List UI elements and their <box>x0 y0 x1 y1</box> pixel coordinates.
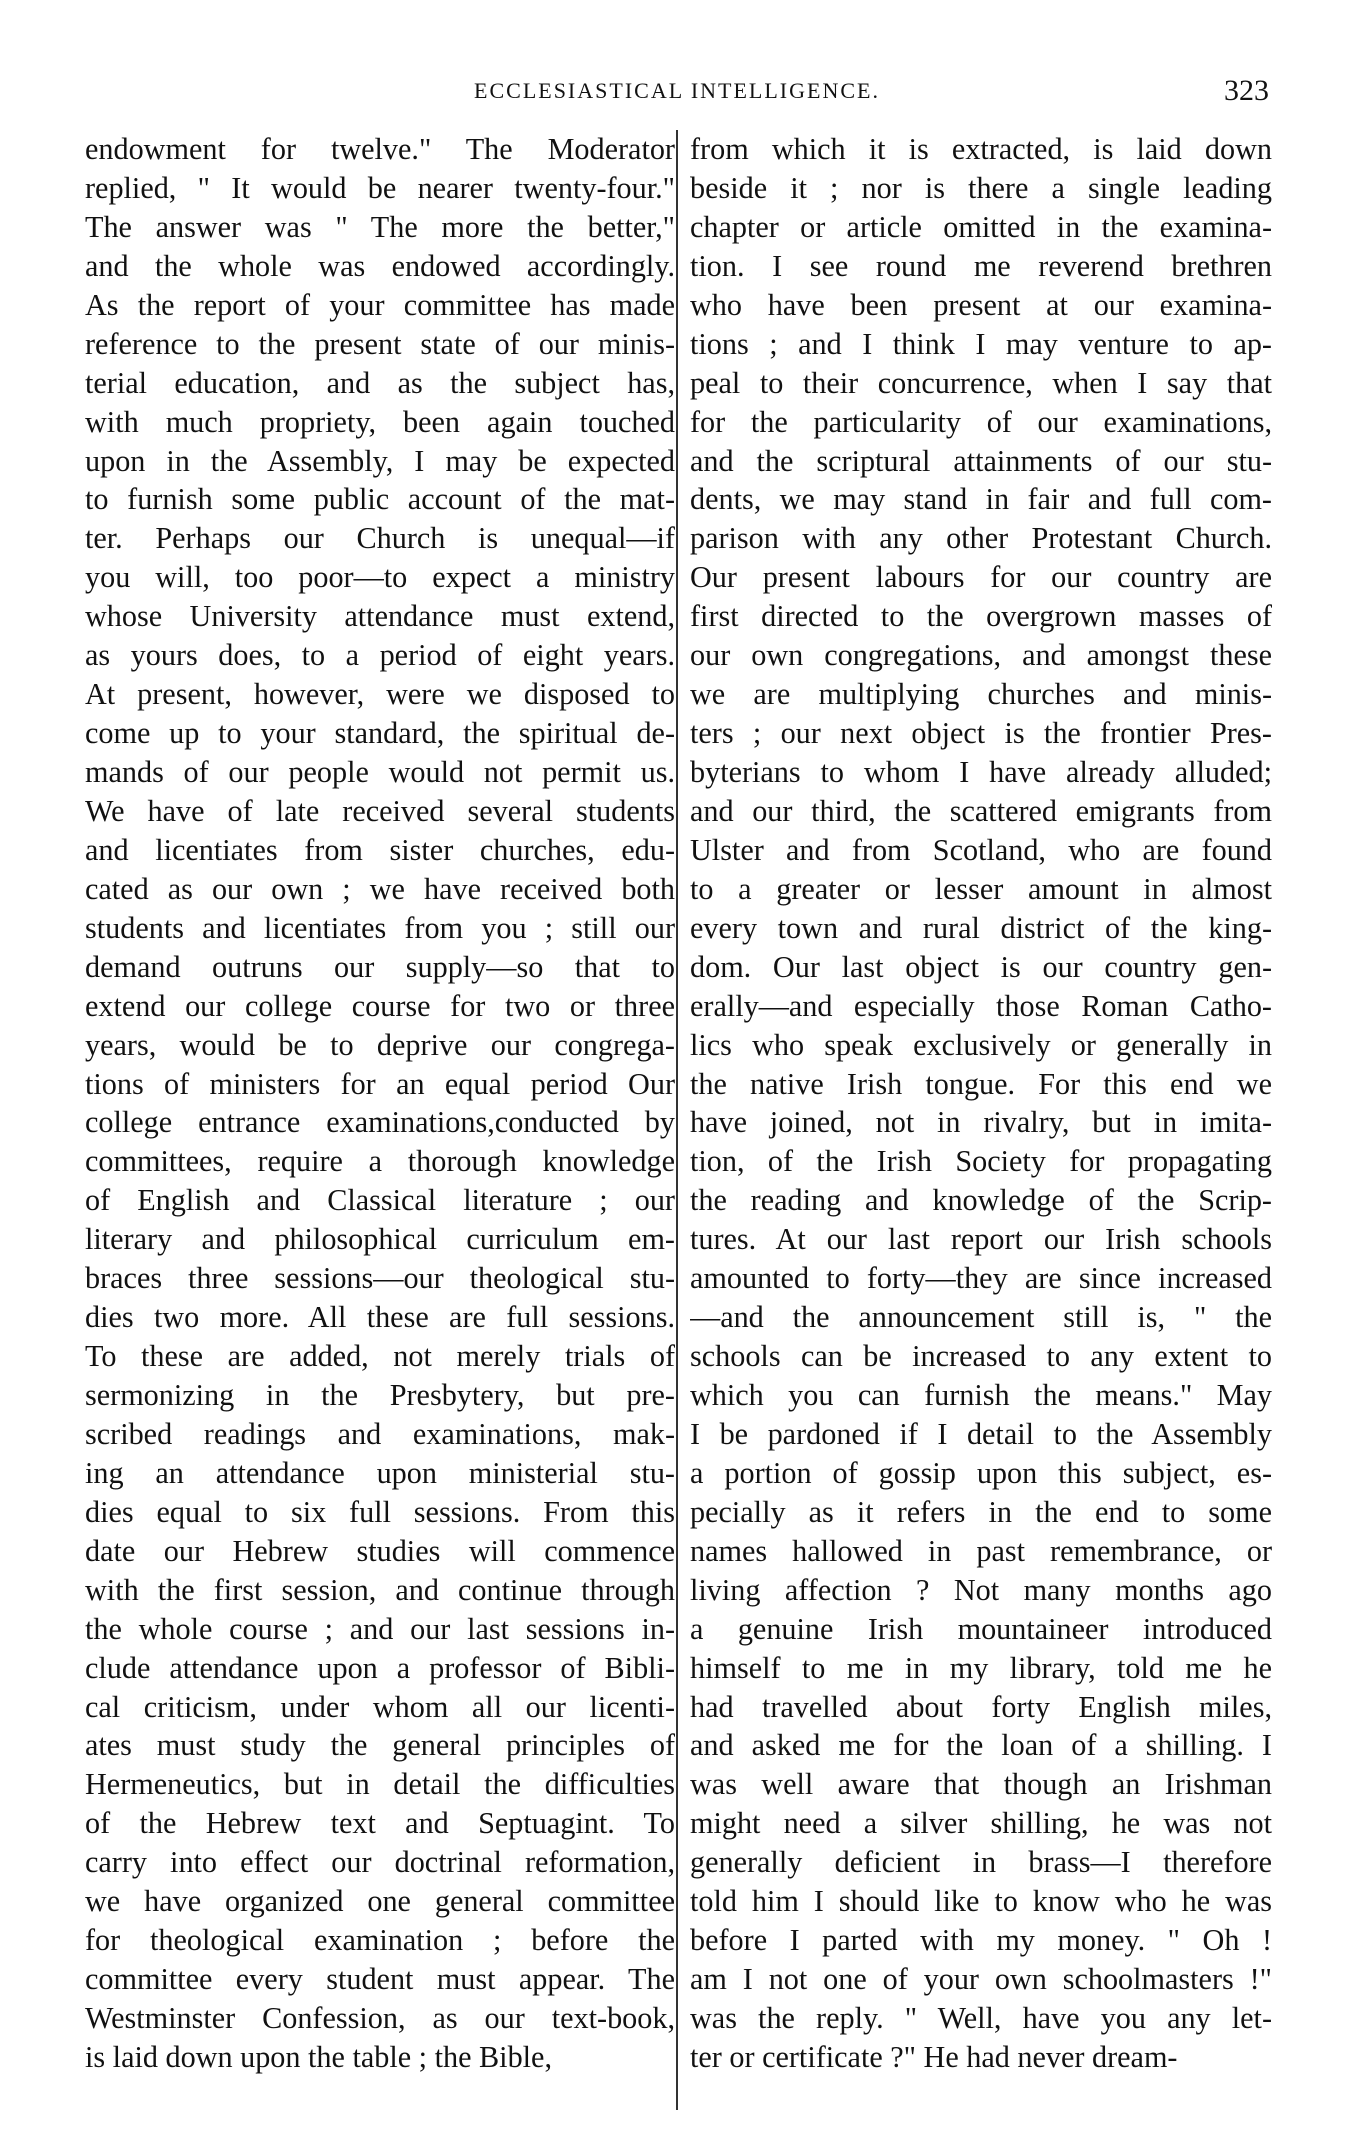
text-line: sermonizing in the Presbytery, but pre- <box>85 1378 675 1412</box>
text-line: dents, we may stand in fair and full com- <box>690 482 1272 517</box>
text-line: our own congregations, and amongst these <box>690 638 1272 673</box>
text-line: Westminster Confession, as our text-book, <box>85 2001 675 2035</box>
text-line: we have organized one general committee <box>85 1884 675 1919</box>
text-line: and the whole was endowed accordingly. <box>85 248 675 283</box>
text-line: ates must study the general principles of <box>85 1728 675 1763</box>
text-line: peal to their concurrence, when I say that <box>690 365 1272 400</box>
text-line: parison with any other Protestant Church. <box>690 521 1272 556</box>
text-line: tures. At our last report our Irish schools <box>690 1222 1272 1257</box>
text-line: date our Hebrew studies will commence <box>85 1533 675 1568</box>
text-line: we are multiplying churches and minis- <box>690 677 1272 712</box>
text-line: generally deficient in brass—I therefore <box>690 1845 1272 1880</box>
text-line: erally—and especially those Roman Catho- <box>690 988 1272 1023</box>
text-line: —and the announcement still is, " the <box>690 1300 1272 1335</box>
text-line: upon in the Assembly, I may be expected <box>85 443 675 478</box>
text-line: demand outruns our supply—so that to <box>85 949 675 984</box>
text-line: names hallowed in past remembrance, or <box>690 1533 1272 1568</box>
text-line: first directed to the overgrown masses of <box>690 599 1272 634</box>
text-line: The answer was " The more the better," <box>85 209 675 244</box>
text-line: come up to your standard, the spiritual de- <box>85 716 675 751</box>
text-line: ters ; our next object is the frontier Pres- <box>690 716 1272 751</box>
text-line: for theological examination ; before the <box>85 1923 675 1958</box>
text-line: cated as our own ; we have received both <box>85 871 675 906</box>
text-line: might need a silver shilling, he was not <box>690 1806 1272 1841</box>
text-line: with much propriety, been again touched <box>85 404 675 439</box>
text-line: ter or certificate ?" He had never dream- <box>690 2039 1178 2074</box>
text-line: tions ; and I think I may venture to ap- <box>690 326 1272 361</box>
text-line: was the reply. " Well, have you any let- <box>690 2001 1272 2035</box>
page-header <box>0 74 1354 118</box>
text-line: tion, of the Irish Society for propagating <box>690 1144 1272 1179</box>
text-line: every town and rural district of the king- <box>690 910 1272 945</box>
text-line: the whole course ; and our last sessions in- <box>85 1611 675 1646</box>
text-line: who have been present at our examina- <box>690 287 1272 322</box>
text-line: beside it ; nor is there a single leading <box>690 170 1272 205</box>
text-line: with the first session, and continue through <box>85 1572 675 1607</box>
text-line: college entrance examinations,conducted by <box>85 1105 675 1140</box>
text-line: terial education, and as the subject has, <box>85 365 675 400</box>
text-line: am I not one of your own schoolmasters !" <box>690 1962 1272 1997</box>
text-line: dies equal to six full sessions. From this <box>85 1494 675 1529</box>
text-line: living affection ? Not many months ago <box>690 1572 1272 1607</box>
text-line: extend our college course for two or three <box>85 988 675 1023</box>
running-head: ECCLESIASTICAL INTELLIGENCE. <box>474 78 880 103</box>
text-line: cal criticism, under whom all our licenti- <box>85 1689 675 1724</box>
text-line: As the report of your committee has made <box>85 287 675 322</box>
text-line: At present, however, were we disposed to <box>85 677 675 712</box>
text-line: reference to the present state of our minis- <box>85 326 675 361</box>
page-number: 323 <box>1224 74 1269 107</box>
text-line: students and licentiates from you ; still our <box>85 910 675 945</box>
text-line: tions of ministers for an equal period Our <box>85 1066 675 1101</box>
text-line: to furnish some public account of the mat- <box>85 482 675 517</box>
text-line: To these are added, not merely trials of <box>85 1339 675 1374</box>
text-line: amounted to forty—they are since increased <box>690 1261 1272 1296</box>
text-line: literary and philosophical curriculum em- <box>85 1222 675 1257</box>
text-line: years, would be to deprive our congrega- <box>85 1027 675 1062</box>
text-line: the reading and knowledge of the Scrip- <box>690 1183 1272 1218</box>
text-line: replied, " It would be nearer twenty-four." <box>85 170 675 205</box>
text-line: endowment for twelve." The Moderator <box>85 132 675 166</box>
text-line: was well aware that though an Irishman <box>690 1767 1272 1802</box>
text-line: ing an attendance upon ministerial stu- <box>85 1455 675 1490</box>
text-line: clude attendance upon a professor of Bibli- <box>85 1650 675 1685</box>
text-line: which you can furnish the means." May <box>690 1378 1272 1412</box>
text-line: committee every student must appear. The <box>85 1962 675 1997</box>
text-line: carry into effect our doctrinal reformation, <box>85 1845 675 1880</box>
text-line: a genuine Irish mountaineer introduced <box>690 1611 1272 1646</box>
text-line: is laid down upon the table ; the Bible, <box>85 2039 552 2074</box>
text-line: schools can be increased to any extent to <box>690 1339 1272 1374</box>
text-line: chapter or article omitted in the examina- <box>690 209 1272 244</box>
text-line: himself to me in my library, told me he <box>690 1650 1272 1685</box>
right-text-column <box>690 130 1272 2077</box>
text-line: byterians to whom I have already alluded; <box>690 755 1272 789</box>
text-line: Hermeneutics, but in detail the difficulties <box>85 1767 675 1802</box>
text-line: scribed readings and examinations, mak- <box>85 1416 675 1451</box>
text-line: braces three sessions—our theological stu- <box>85 1261 675 1296</box>
text-line: tion. I see round me reverend brethren <box>690 248 1272 283</box>
text-line: have joined, not in rivalry, but in imita- <box>690 1105 1272 1140</box>
text-line: I be pardoned if I detail to the Assembly <box>690 1416 1272 1451</box>
text-line: and the scriptural attainments of our stu- <box>690 443 1272 478</box>
text-line: from which it is extracted, is laid down <box>690 132 1272 166</box>
text-line: before I parted with my money. " Oh ! <box>690 1923 1272 1958</box>
text-line: Our present labours for our country are <box>690 560 1272 595</box>
left-text-column <box>85 130 675 2077</box>
text-line: the native Irish tongue. For this end we <box>690 1066 1272 1101</box>
text-line: you will, too poor—to expect a ministry <box>85 560 675 595</box>
text-line: told him I should like to know who he was <box>690 1884 1272 1919</box>
text-line: for the particularity of our examinations, <box>690 404 1272 439</box>
column-divider <box>676 130 678 2110</box>
text-line: Ulster and from Scotland, who are found <box>690 832 1272 867</box>
text-line: had travelled about forty English miles, <box>690 1689 1272 1724</box>
text-line: We have of late received several students <box>85 793 675 828</box>
text-line: and our third, the scattered emigrants from <box>690 793 1272 828</box>
text-line: as yours does, to a period of eight years. <box>85 638 675 673</box>
text-line: lics who speak exclusively or generally in <box>690 1027 1272 1062</box>
text-line: and licentiates from sister churches, edu- <box>85 832 675 867</box>
text-line: committees, require a thorough knowledge <box>85 1144 675 1179</box>
text-line: ter. Perhaps our Church is unequal—if <box>85 521 675 556</box>
text-line: mands of our people would not permit us. <box>85 755 675 789</box>
text-line: a portion of gossip upon this subject, es- <box>690 1455 1272 1490</box>
text-line: dies two more. All these are full sessions. <box>85 1300 675 1335</box>
text-line: of English and Classical literature ; our <box>85 1183 675 1218</box>
text-line: pecially as it refers in the end to some <box>690 1494 1272 1529</box>
text-line: and asked me for the loan of a shilling. I <box>690 1728 1272 1763</box>
text-line: to a greater or lesser amount in almost <box>690 871 1272 906</box>
text-line: of the Hebrew text and Septuagint. To <box>85 1806 675 1841</box>
text-line: whose University attendance must extend, <box>85 599 675 634</box>
text-line: dom. Our last object is our country gen- <box>690 949 1272 984</box>
